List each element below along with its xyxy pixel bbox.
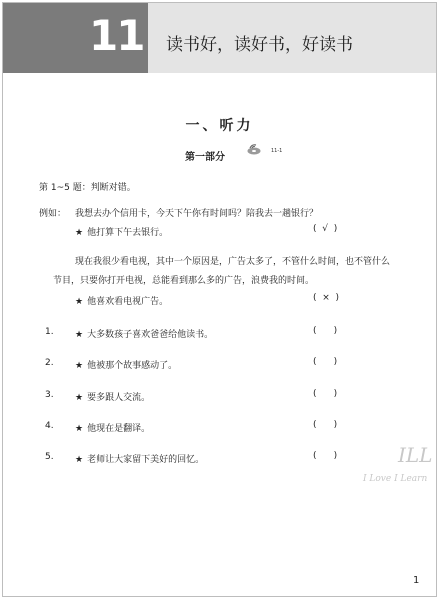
watermark-monogram: ILL <box>398 443 433 467</box>
question-statement-5 <box>75 452 204 465</box>
answer-blank-1[interactable]: ( ) <box>313 326 338 336</box>
star-icon: ★ <box>75 393 84 403</box>
question-number-2: 2. <box>45 358 54 368</box>
answer-blank-4[interactable]: ( ) <box>313 420 338 430</box>
answer-blank-5[interactable]: ( ) <box>313 451 338 461</box>
question-statement-3 <box>75 390 150 403</box>
example-statement-2 <box>75 294 168 307</box>
example-answer-2: ( × ) <box>313 293 340 303</box>
star-icon: ★ <box>75 455 84 465</box>
chapter-title-band <box>148 3 436 73</box>
page-number: 1 <box>413 575 420 586</box>
answer-blank-3[interactable]: ( ) <box>313 389 338 399</box>
example-statement-1 <box>75 225 168 238</box>
part-heading <box>185 145 283 163</box>
question-statement-4 <box>75 421 150 434</box>
star-icon: ★ <box>75 228 84 238</box>
example-dialogue-2a: 现在我很少看电视，其中一个原因是，广告太多了，不管什么时间，也不管什么 <box>75 257 391 267</box>
chapter-number-box <box>3 3 148 73</box>
star-icon: ★ <box>75 330 84 340</box>
example-statement-1-text: 他打算下午去银行。 <box>87 228 169 238</box>
example-answer-2-mark: × <box>322 293 330 303</box>
question-number-1: 1. <box>45 327 54 337</box>
question-1-text: 大多数孩子喜欢爸爸给他读书。 <box>87 330 214 340</box>
question-4-text: 他现在是翻译。 <box>87 424 151 434</box>
question-statement-1 <box>75 327 213 340</box>
example-statement-2-text: 他喜欢看电视广告。 <box>87 297 169 307</box>
instructions: 第 1~5 题：判断对错。 <box>39 183 136 193</box>
section-title: 一、听力 <box>185 118 254 134</box>
chapter-header <box>3 3 436 73</box>
audio-cd-icon[interactable] <box>247 143 261 155</box>
question-number-5: 5. <box>45 452 54 462</box>
question-2-text: 他被那个故事感动了。 <box>87 361 178 371</box>
star-icon: ★ <box>75 297 84 307</box>
star-icon: ★ <box>75 424 84 434</box>
question-number-3: 3. <box>45 390 54 400</box>
example-dialogue-1: 我想去办个信用卡，今天下午你有时间吗？陪我去一趟银行？ <box>75 209 319 219</box>
example-answer-1-mark: √ <box>322 224 328 234</box>
example-label: 例如： <box>39 209 67 219</box>
question-3-text: 要多跟人交流。 <box>87 393 151 403</box>
chapter-number: 11 <box>89 11 144 60</box>
example-answer-1: ( √ ) <box>313 224 338 234</box>
textbook-page <box>2 2 437 597</box>
track-number: 11-1 <box>271 148 283 154</box>
part-label: 第一部分 <box>185 152 225 163</box>
example-dialogue-2b: 节目，只要你打开电视，总能看到那么多的广告，浪费我的时间。 <box>53 276 315 286</box>
answer-blank-2[interactable]: ( ) <box>313 357 338 367</box>
watermark-text: I Love I Learn <box>363 474 428 484</box>
question-statement-2 <box>75 358 177 371</box>
chapter-title: 读书好，读好书，好读书 <box>166 35 353 55</box>
question-5-text: 老师让大家留下美好的回忆。 <box>87 455 205 465</box>
star-icon: ★ <box>75 361 84 371</box>
question-number-4: 4. <box>45 421 54 431</box>
